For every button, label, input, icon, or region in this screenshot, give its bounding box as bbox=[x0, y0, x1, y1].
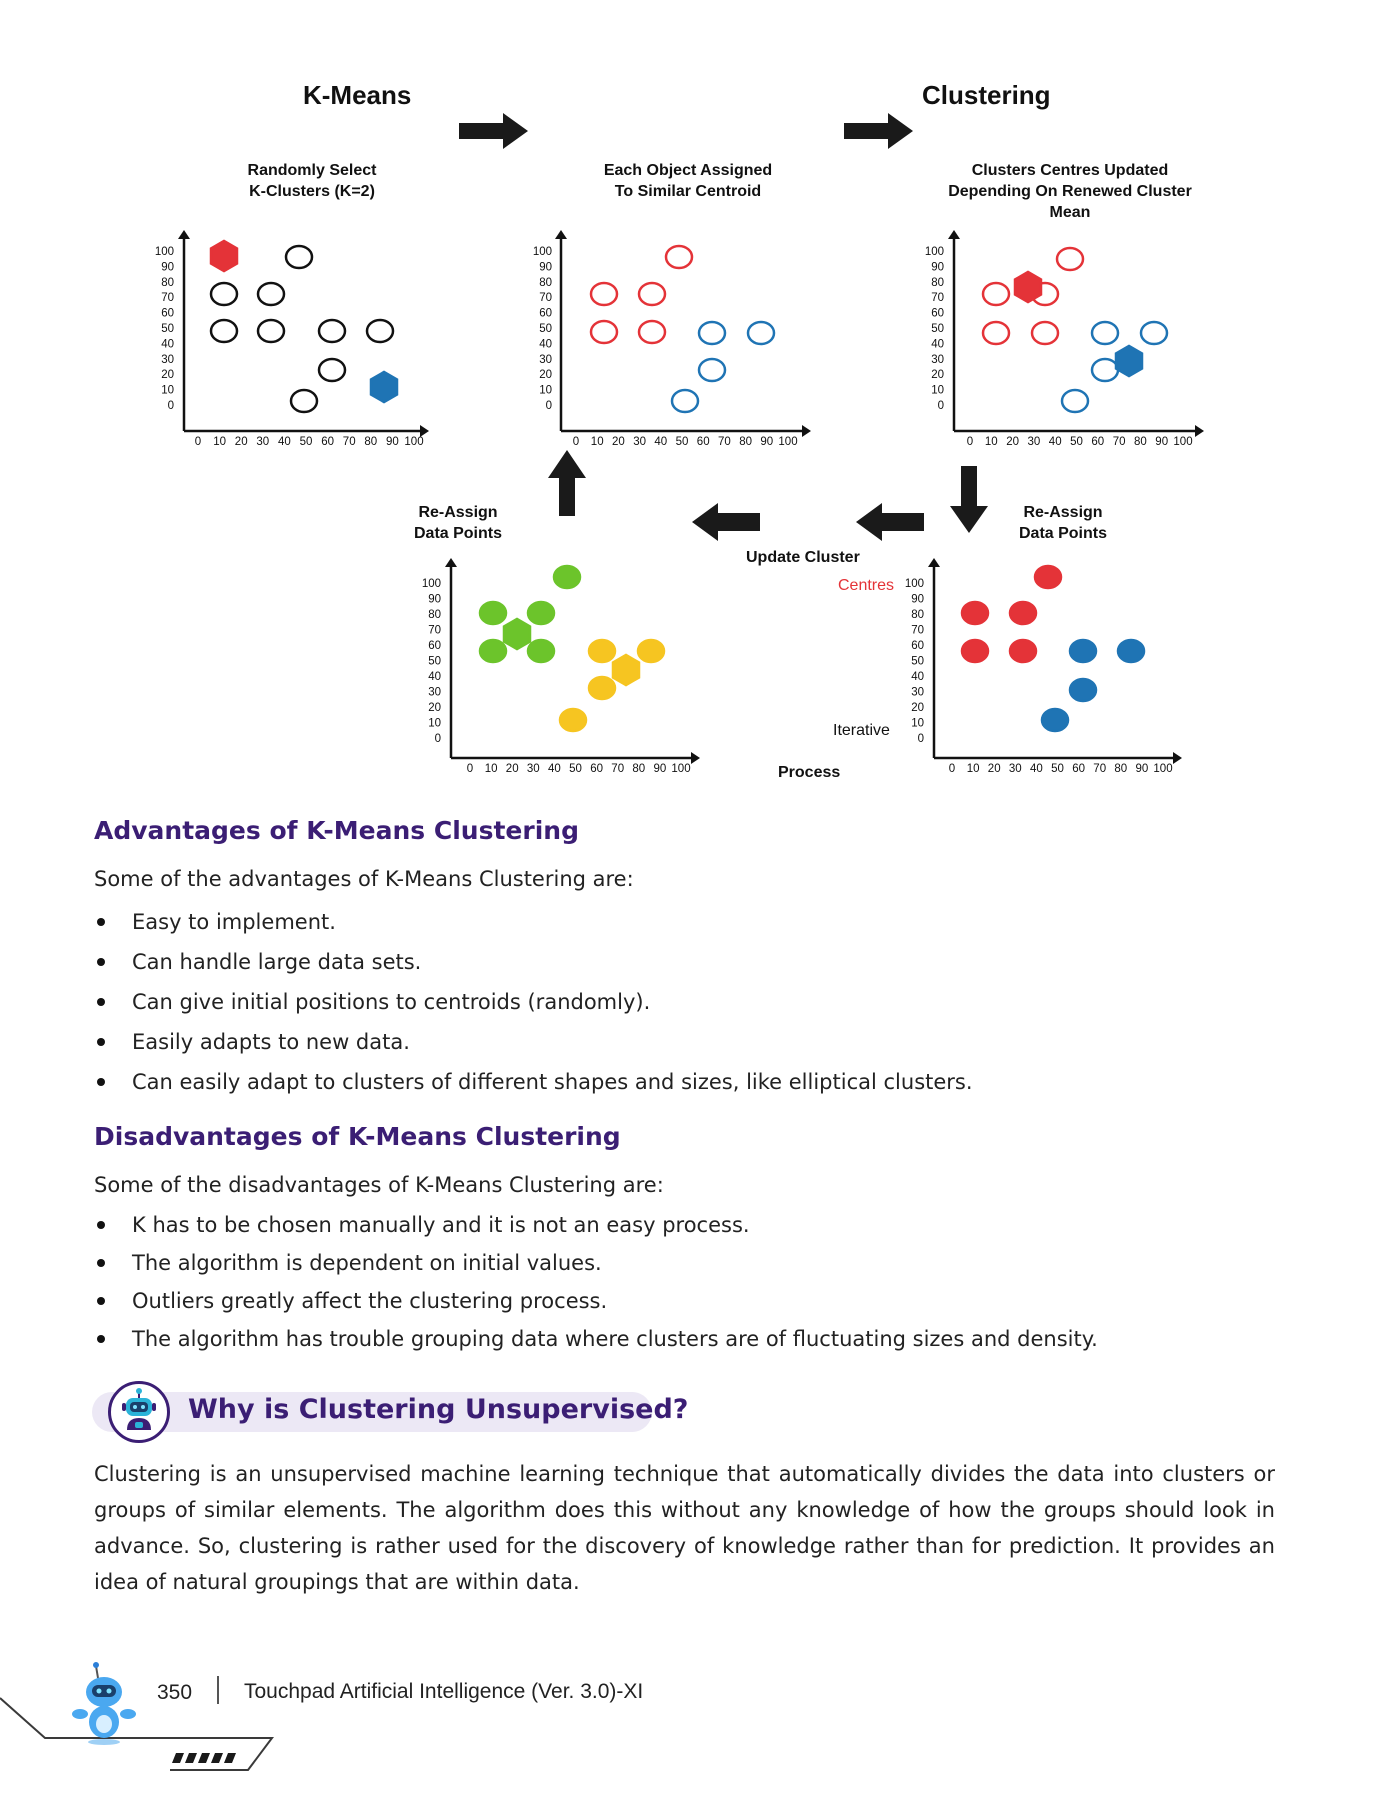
book-title: Touchpad Artificial Intelligence (Ver. 3.0)-XI bbox=[244, 1680, 644, 1703]
x-tick-label: 90 bbox=[1135, 763, 1149, 775]
y-tick-label: 70 bbox=[911, 624, 924, 637]
scatter-plot-1 bbox=[155, 230, 429, 448]
data-point bbox=[748, 322, 774, 344]
y-tick-label: 60 bbox=[911, 640, 924, 652]
x-tick-label: 70 bbox=[611, 763, 625, 775]
x-tick-label: 30 bbox=[256, 436, 270, 448]
data-point bbox=[1062, 390, 1088, 412]
data-point bbox=[699, 322, 725, 344]
y-tick-label: 60 bbox=[161, 307, 174, 320]
data-point bbox=[480, 640, 506, 662]
x-axis-arrowhead bbox=[802, 425, 811, 437]
y-tick-label: 0 bbox=[167, 400, 174, 412]
data-point bbox=[528, 640, 554, 662]
disadvantages-intro: Some of the disadvantages of K-Means Clustering are: bbox=[94, 1173, 664, 1197]
data-point bbox=[666, 246, 692, 268]
y-tick-label: 80 bbox=[911, 609, 924, 621]
y-tick-label: 100 bbox=[924, 246, 944, 258]
data-point bbox=[589, 677, 615, 699]
x-tick-label: 90 bbox=[760, 436, 774, 448]
y-tick-label: 40 bbox=[539, 338, 552, 351]
centroid-marker bbox=[613, 655, 639, 685]
y-tick-label: 60 bbox=[931, 307, 944, 320]
y-tick-label: 60 bbox=[539, 307, 552, 320]
y-tick-label: 60 bbox=[428, 640, 441, 652]
data-point bbox=[962, 640, 988, 662]
data-point bbox=[591, 321, 617, 343]
x-axis-arrowhead bbox=[691, 752, 700, 764]
x-tick-label: 20 bbox=[505, 763, 519, 775]
y-tick-label: 30 bbox=[428, 686, 441, 699]
centroid-marker bbox=[211, 241, 237, 271]
data-point bbox=[480, 602, 506, 624]
x-tick-label: 20 bbox=[234, 436, 248, 448]
list-item: The algorithm is dependent on initial values. bbox=[94, 1244, 1098, 1282]
x-tick-label: 0 bbox=[466, 763, 474, 775]
list-item: Can give initial positions to centroids (randomly). bbox=[94, 982, 973, 1022]
data-point bbox=[639, 283, 665, 305]
x-tick-label: 100 bbox=[778, 436, 798, 448]
list-item: The algorithm has trouble grouping data where clusters are of fluctuating sizes and density. bbox=[94, 1320, 1098, 1358]
arrow-down bbox=[950, 466, 988, 533]
x-tick-label: 10 bbox=[213, 436, 226, 448]
process-label: Process bbox=[778, 764, 841, 781]
y-tick-label: 10 bbox=[931, 384, 944, 397]
x-tick-label: 90 bbox=[386, 436, 399, 448]
x-tick-label: 60 bbox=[696, 436, 710, 448]
list-item: Easily adapts to new data. bbox=[94, 1022, 973, 1062]
x-tick-label: 100 bbox=[671, 763, 691, 775]
x-tick-label: 30 bbox=[526, 763, 540, 775]
y-tick-label: 80 bbox=[539, 276, 552, 289]
data-point bbox=[1032, 322, 1058, 344]
data-point bbox=[1057, 248, 1083, 270]
x-tick-label: 100 bbox=[1173, 436, 1193, 448]
y-tick-label: 90 bbox=[931, 261, 944, 274]
y-tick-label: 70 bbox=[428, 624, 441, 637]
y-tick-label: 80 bbox=[931, 276, 944, 289]
data-point bbox=[983, 283, 1009, 305]
data-point bbox=[1070, 640, 1096, 662]
y-tick-label: 100 bbox=[532, 246, 552, 258]
data-point bbox=[1042, 709, 1068, 731]
iterative-label: Iterative bbox=[833, 722, 890, 739]
kmeans-diagram bbox=[0, 0, 1387, 800]
y-tick-label: 10 bbox=[161, 384, 174, 397]
y-axis-arrowhead bbox=[948, 230, 960, 239]
x-tick-label: 60 bbox=[321, 436, 334, 448]
x-tick-label: 40 bbox=[1048, 436, 1062, 448]
diagram-title-kmeans: K-Means bbox=[303, 80, 412, 110]
plot5-title: Re-Assign Data Points bbox=[1018, 504, 1107, 542]
arrow-left-2 bbox=[692, 503, 760, 541]
x-tick-label: 100 bbox=[404, 436, 424, 448]
disadvantages-heading: Disadvantages of K-Means Clustering bbox=[94, 1122, 621, 1151]
data-point bbox=[1010, 640, 1036, 662]
x-tick-label: 80 bbox=[632, 763, 646, 775]
y-tick-label: 0 bbox=[917, 733, 924, 745]
x-tick-label: 20 bbox=[1006, 436, 1019, 448]
page-number: 350 bbox=[157, 1681, 193, 1704]
x-tick-label: 10 bbox=[590, 436, 604, 448]
x-tick-label: 50 bbox=[675, 436, 689, 448]
data-point bbox=[962, 602, 988, 624]
scatter-plot-2 bbox=[533, 230, 811, 448]
data-point bbox=[286, 246, 312, 268]
centroid-marker bbox=[1116, 346, 1142, 376]
x-tick-label: 90 bbox=[653, 763, 667, 775]
data-point bbox=[1118, 640, 1144, 662]
data-point bbox=[258, 283, 284, 305]
plot1-title: Randomly Select K-Clusters (K=2) bbox=[247, 162, 377, 200]
x-tick-label: 70 bbox=[1093, 763, 1107, 775]
y-tick-label: 20 bbox=[161, 369, 174, 382]
y-axis-arrowhead bbox=[555, 230, 567, 239]
x-tick-label: 40 bbox=[278, 436, 291, 448]
y-tick-label: 30 bbox=[931, 353, 944, 366]
x-tick-label: 60 bbox=[590, 763, 603, 775]
y-tick-label: 70 bbox=[539, 292, 552, 305]
data-point bbox=[638, 640, 664, 662]
advantages-intro: Some of the advantages of K-Means Clustering are: bbox=[94, 867, 634, 891]
x-tick-label: 30 bbox=[1008, 763, 1022, 775]
data-point bbox=[699, 359, 725, 381]
arrow-right-2 bbox=[844, 113, 913, 149]
y-tick-label: 10 bbox=[911, 717, 924, 730]
y-tick-label: 0 bbox=[434, 733, 441, 745]
data-point bbox=[528, 602, 554, 624]
data-point bbox=[211, 320, 237, 342]
y-tick-label: 40 bbox=[931, 338, 944, 351]
y-tick-label: 80 bbox=[428, 609, 441, 621]
y-tick-label: 80 bbox=[161, 276, 174, 289]
x-tick-label: 0 bbox=[966, 436, 974, 448]
y-tick-label: 90 bbox=[428, 593, 441, 606]
x-tick-label: 70 bbox=[342, 436, 356, 448]
stripes-icon bbox=[172, 1753, 236, 1763]
x-tick-label: 80 bbox=[1114, 763, 1128, 775]
x-tick-label: 40 bbox=[548, 763, 561, 775]
y-tick-label: 20 bbox=[911, 702, 924, 714]
x-tick-label: 50 bbox=[1070, 436, 1083, 448]
data-point bbox=[672, 390, 698, 412]
data-point bbox=[319, 359, 345, 381]
data-point bbox=[367, 320, 393, 342]
y-tick-label: 20 bbox=[539, 369, 552, 382]
centres-label: Centres bbox=[838, 577, 895, 594]
arrow-left-1 bbox=[856, 503, 924, 541]
centroid-marker bbox=[1015, 272, 1041, 302]
y-tick-label: 40 bbox=[428, 671, 441, 683]
robot-mascot-icon bbox=[72, 1662, 136, 1745]
x-tick-label: 10 bbox=[484, 763, 498, 775]
y-tick-label: 90 bbox=[161, 261, 174, 274]
y-axis-arrowhead bbox=[928, 558, 940, 567]
data-point bbox=[1010, 602, 1036, 624]
x-tick-label: 50 bbox=[299, 436, 313, 448]
data-point bbox=[560, 709, 586, 731]
data-point bbox=[1035, 566, 1061, 588]
plot2-title: Each Object Assigned To Similar Centroid bbox=[603, 162, 773, 200]
footer-separator bbox=[217, 1676, 219, 1704]
list-item: Can handle large data sets. bbox=[94, 942, 973, 982]
x-tick-label: 40 bbox=[654, 436, 668, 448]
plot3-title: Clusters Centres Updated Depending On Renewed Cluster Mean bbox=[948, 162, 1192, 221]
data-point bbox=[258, 320, 284, 342]
data-point bbox=[1141, 322, 1167, 344]
y-tick-label: 50 bbox=[539, 323, 552, 335]
y-tick-label: 90 bbox=[911, 593, 924, 606]
y-tick-label: 100 bbox=[154, 246, 174, 258]
data-point bbox=[639, 321, 665, 343]
x-tick-label: 20 bbox=[987, 763, 1001, 775]
scatter-plot-3 bbox=[925, 230, 1204, 448]
plot4-title: Re-Assign Data Points bbox=[413, 504, 502, 542]
x-tick-label: 30 bbox=[1027, 436, 1041, 448]
why-icon-circle bbox=[108, 1381, 170, 1443]
x-axis-arrowhead bbox=[1195, 425, 1204, 437]
y-tick-label: 30 bbox=[911, 686, 924, 699]
y-tick-label: 100 bbox=[904, 578, 924, 590]
advantages-list bbox=[94, 902, 973, 1102]
x-tick-label: 30 bbox=[633, 436, 646, 448]
x-tick-label: 80 bbox=[364, 436, 378, 448]
y-tick-label: 100 bbox=[421, 578, 441, 590]
y-tick-label: 0 bbox=[937, 400, 944, 412]
x-tick-label: 60 bbox=[1072, 763, 1085, 775]
x-tick-label: 10 bbox=[984, 436, 998, 448]
x-tick-label: 90 bbox=[1155, 436, 1169, 448]
x-tick-label: 10 bbox=[966, 763, 980, 775]
robot-icon bbox=[111, 1384, 167, 1440]
x-tick-label: 20 bbox=[612, 436, 625, 448]
x-tick-label: 100 bbox=[1153, 763, 1173, 775]
arrow-right-1 bbox=[459, 113, 528, 149]
y-tick-label: 40 bbox=[911, 671, 924, 683]
x-tick-label: 40 bbox=[1030, 763, 1043, 775]
x-tick-label: 0 bbox=[572, 436, 580, 448]
scatter-plot-5 bbox=[905, 558, 1182, 775]
list-item: K has to be chosen manually and it is not an easy process. bbox=[94, 1206, 1098, 1244]
y-tick-label: 20 bbox=[931, 369, 944, 382]
data-point bbox=[554, 566, 580, 588]
y-axis-arrowhead bbox=[445, 558, 457, 567]
y-tick-label: 30 bbox=[161, 353, 174, 366]
data-point bbox=[591, 283, 617, 305]
data-point bbox=[291, 390, 317, 412]
list-item: Easy to implement. bbox=[94, 902, 973, 942]
data-point bbox=[319, 320, 345, 342]
y-tick-label: 50 bbox=[428, 655, 441, 668]
y-tick-label: 10 bbox=[539, 384, 552, 397]
data-point bbox=[1092, 359, 1118, 381]
x-tick-label: 80 bbox=[739, 436, 752, 448]
y-tick-label: 50 bbox=[911, 655, 924, 668]
x-tick-label: 0 bbox=[948, 763, 956, 775]
centroid-marker bbox=[504, 619, 530, 649]
x-tick-label: 70 bbox=[1112, 436, 1126, 448]
x-tick-label: 0 bbox=[194, 436, 202, 448]
x-tick-label: 60 bbox=[1091, 436, 1105, 448]
update-cluster-label: Update Cluster bbox=[746, 549, 860, 566]
advantages-heading: Advantages of K-Means Clustering bbox=[94, 816, 579, 845]
y-axis-arrowhead bbox=[178, 230, 190, 239]
x-tick-label: 50 bbox=[1051, 763, 1064, 775]
data-point bbox=[983, 322, 1009, 344]
x-axis-arrowhead bbox=[1173, 752, 1182, 764]
y-tick-label: 10 bbox=[428, 717, 441, 730]
centroid-marker bbox=[371, 372, 397, 402]
why-paragraph: Clustering is an unsupervised machine learning technique that automatically divides the data into clusters or groups of similar elements. The algorithm does this without any knowledge of how the groups should look in advance. So, clustering is rather used for the discovery of knowledge rather than for prediction. It provides an idea of natural groupings that are within data. bbox=[94, 1462, 1275, 1594]
x-tick-label: 70 bbox=[718, 436, 731, 448]
list-item: Outliers greatly affect the clustering process. bbox=[94, 1282, 1098, 1320]
y-tick-label: 20 bbox=[428, 702, 441, 714]
data-point bbox=[1070, 679, 1096, 701]
data-point bbox=[211, 283, 237, 305]
list-item: Can easily adapt to clusters of different shapes and sizes, like elliptical clusters. bbox=[94, 1062, 973, 1102]
x-tick-label: 80 bbox=[1134, 436, 1147, 448]
y-tick-label: 70 bbox=[161, 292, 174, 305]
data-point bbox=[589, 640, 615, 662]
y-tick-label: 50 bbox=[161, 323, 174, 335]
y-tick-label: 70 bbox=[931, 292, 944, 305]
y-tick-label: 30 bbox=[539, 353, 552, 366]
y-tick-label: 90 bbox=[539, 261, 552, 274]
scatter-plot-4 bbox=[422, 558, 700, 775]
why-heading: Why is Clustering Unsupervised? bbox=[188, 1394, 689, 1425]
x-tick-label: 50 bbox=[569, 763, 582, 775]
y-tick-label: 40 bbox=[161, 338, 174, 351]
y-tick-label: 50 bbox=[931, 323, 944, 335]
diagram-title-clustering: Clustering bbox=[922, 80, 1051, 110]
disadvantages-list bbox=[94, 1206, 1098, 1358]
data-point bbox=[1092, 322, 1118, 344]
arrow-up bbox=[548, 450, 586, 516]
y-tick-label: 0 bbox=[545, 400, 552, 412]
